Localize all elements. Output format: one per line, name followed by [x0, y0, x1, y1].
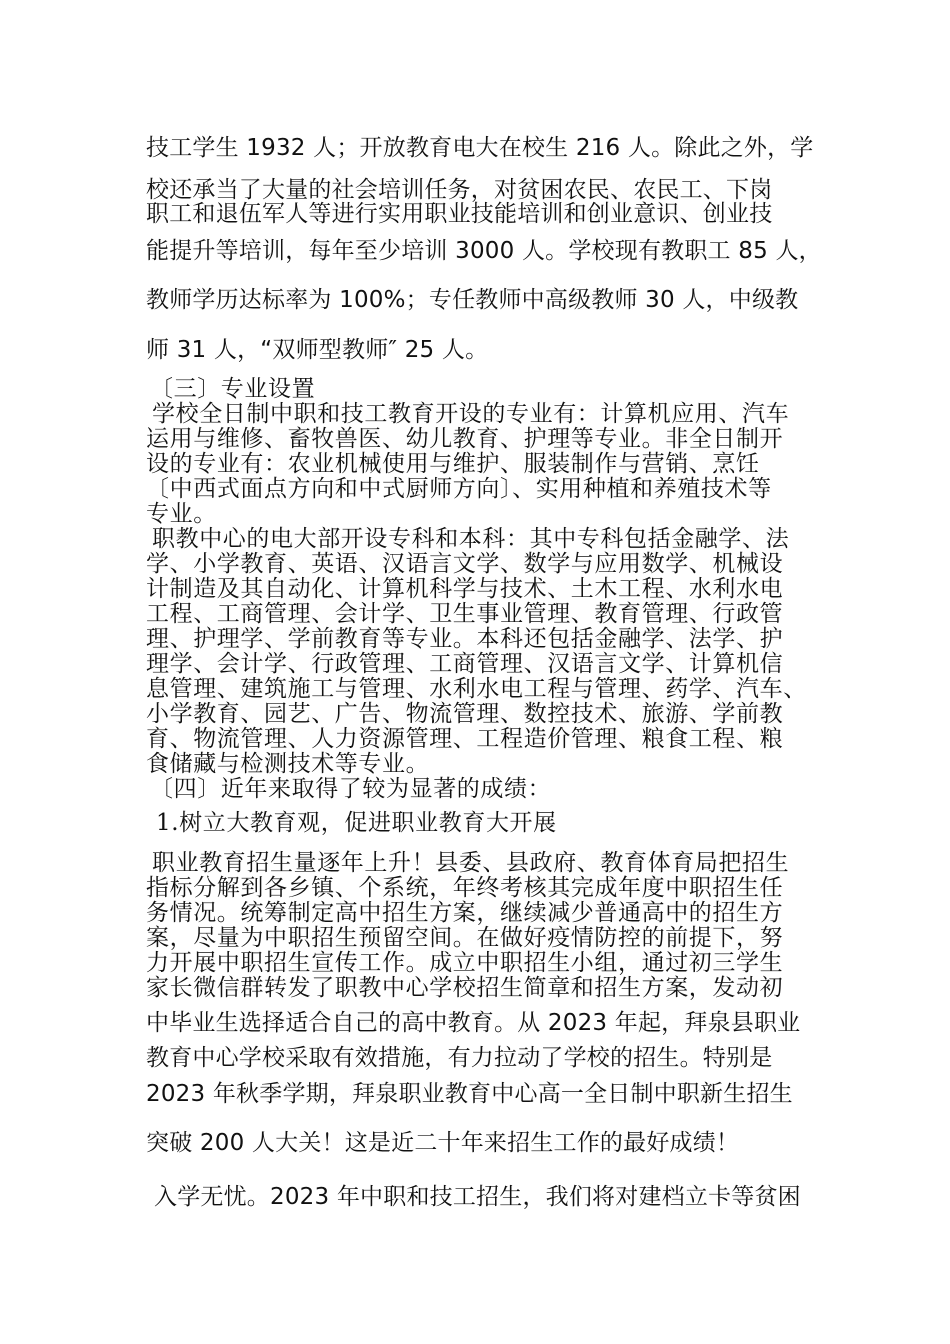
text-line: 小学教育、园艺、广告、物流管理、数控技术、旅游、学前教	[146, 701, 784, 727]
text-line: 家长微信群转发了职教中心学校招生简章和招生方案，发动初	[146, 975, 784, 1001]
text-line: 设的专业有：农业机械使用与维护、服装制作与营销、烹饪	[146, 451, 760, 477]
subsection-heading: 1.树立大教育观，促进职业教育大开展	[156, 810, 557, 836]
text-line: 理、护理学、学前教育等专业。本科还包括金融学、法学、护	[146, 626, 784, 652]
text-line: 职业教育招生量逐年上升！县委、县政府、教育体育局把招生	[152, 850, 790, 876]
text-line: 〔中西式面点方向和中式厨师方向〕、实用种植和养殖技术等	[146, 476, 772, 502]
text-line: 理学、会计学、行政管理、工商管理、汉语言文学、计算机信	[146, 651, 784, 677]
text-line: 师 31 人，“双师型教师″ 25 人。	[146, 337, 489, 363]
text-line: 职工和退伍军人等进行实用职业技能培训和创业意识、创业技	[146, 201, 773, 227]
text-line: 运用与维修、畜牧兽医、幼儿教育、护理等专业。非全日制开	[146, 426, 784, 452]
section-heading: 〔三〕专业设置	[150, 376, 316, 402]
text-line: 突破 200 人大关！这是近二十年来招生工作的最好成绩！	[146, 1130, 740, 1156]
text-line: 2023 年秋季学期，拜泉职业教育中心高一全日制中职新生招生	[146, 1081, 793, 1107]
text-line: 工程、工商管理、会计学、卫生事业管理、教育管理、行政管	[146, 601, 784, 627]
text-line: 校还承当了大量的社会培训任务，对贫困农民、农民工、下岗	[146, 177, 773, 203]
text-line: 学、小学教育、英语、汉语言文学、数学与应用数学、机械设	[146, 551, 784, 577]
text-line: 食储藏与检测技术等专业。	[146, 751, 430, 777]
text-line: 职教中心的电大部开设专科和本科：其中专科包括金融学、法	[152, 526, 790, 552]
text-line: 指标分解到各乡镇、个系统，年终考核其完成年度中职招生任	[146, 875, 784, 901]
text-line: 计制造及其自动化、计算机科学与技术、土木工程、水利水电	[146, 576, 784, 602]
text-line: 能提升等培训，每年至少培训 3000 人。学校现有教职工 85 人，	[146, 238, 822, 264]
text-line: 务情况。统筹制定高中招生方案，继续减少普通高中的招生方	[146, 900, 784, 926]
text-line: 学校全日制中职和技工教育开设的专业有：计算机应用、汽车	[152, 401, 790, 427]
text-line: 专业。	[146, 501, 217, 527]
text-line: 入学无忧。2023 年中职和技工招生，我们将对建档立卡等贫困	[154, 1184, 801, 1210]
text-line: 中毕业生选择适合自己的高中教育。从 2023 年起，拜泉县职业	[146, 1010, 801, 1036]
text-line: 教育中心学校采取有效措施，有力拉动了学校的招生。特别是	[146, 1045, 773, 1071]
section-heading: 〔四〕近年来取得了较为显著的成绩：	[150, 776, 552, 802]
text-line: 育、物流管理、人力资源管理、工程造价管理、粮食工程、粮	[146, 726, 784, 752]
text-line: 技工学生 1932 人；开放教育电大在校生 216 人。除此之外，学	[146, 135, 814, 161]
text-line: 案，尽量为中职招生预留空间。在做好疫情防控的前提下，努	[146, 925, 784, 951]
text-line: 息管理、建筑施工与管理、水利水电工程与管理、药学、汽车、	[146, 676, 807, 702]
text-line: 力开展中职招生宣传工作。成立中职招生小组，通过初三学生	[146, 950, 784, 976]
text-line: 教师学历达标率为 100%；专任教师中高级教师 30 人，中级教	[146, 287, 799, 313]
